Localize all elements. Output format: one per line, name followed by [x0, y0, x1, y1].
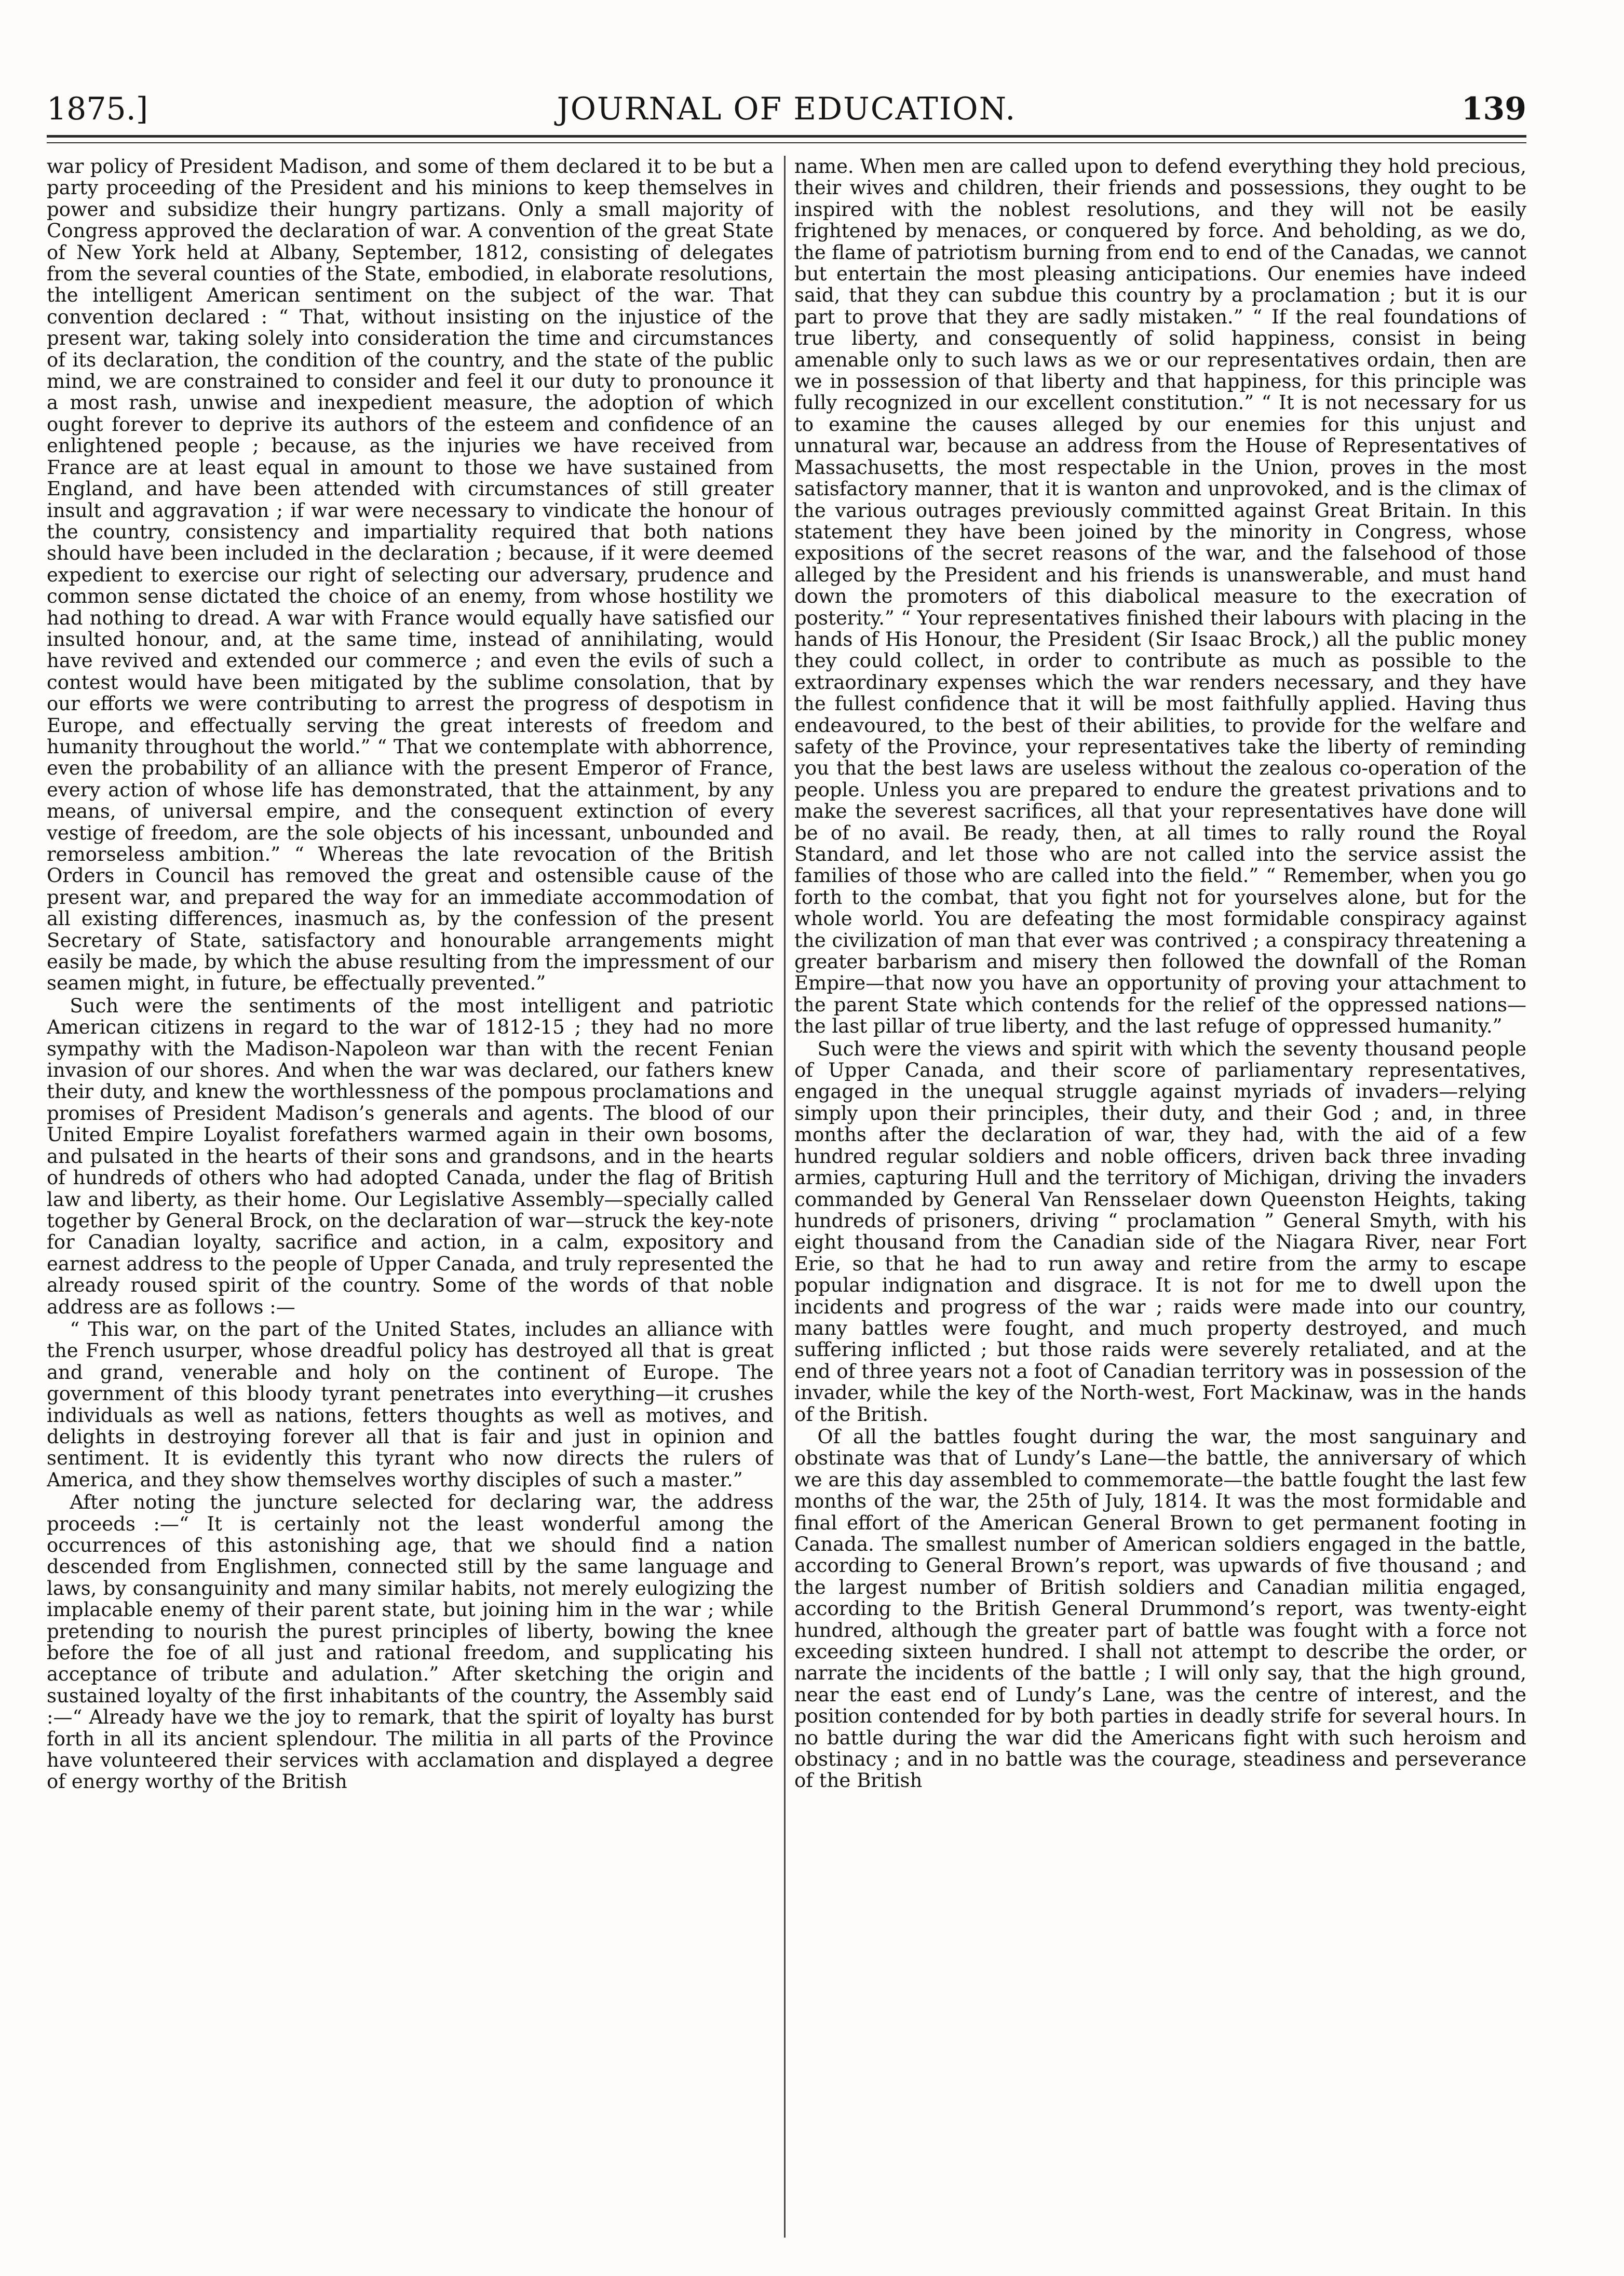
- paragraph: war policy of President Madison, and some of them declared it to be but a party proceeding of the President and his minions to keep themselves in power and subsidize their hungry partizans. Only a small majority of Congress approved the declaration of war. A convention of the great State of New York held at Albany, September, 1812, consisting of delegates from the several counties of the State, embodied, in elaborate resolutions, the intelligent American sentiment on the subject of the war. That convention declared : “ That, without insisting on the injustice of the present war, taking solely into consideration the time and circumstances of its declaration, the condition of the country, and the state of the public mind, we are constrained to consider and feel it our duty to pronounce it a most rash, unwise and inexpedient measure, the adoption of which ought forever to deprive its authors of the esteem and confidence of an enlightened people ; because, as the injuries we have received from France are at least equal in amount to those we have sustained from England, and have been attended with circumstances of still greater insult and aggravation ; if war were necessary to vindicate the honour of the country, consistency and impartiality required that both nations should have been included in the declaration ; because, if it were deemed expedient to exercise our right of selecting our adversary, prudence and common sense dictated the choice of an enemy, from whose hostility we had nothing to dread. A war with France would equally have satisfied our insulted honour, and, at the same time, instead of annihilating, would have revived and extended our commerce ; and even the evils of such a contest would have been mitigated by the sublime consolation, that by our efforts we were contributing to arrest the progress of despotism in Europe, and effectually serving the great interests of freedom and humanity throughout the world.” “ That we contemplate with abhorrence, even the probability of an alliance with the present Emperor of France, every action of whose life has demonstrated, that the attainment, by any means, of universal empire, and the consequent extinction of every vestige of freedom, are the sole objects of his incessant, unbounded and remorseless ambition.” “ Whereas the late revocation of the British Orders in Council has removed the great and ostensible cause of the present war, and prepared the way for an immediate accommodation of all existing differences, inasmuch as, by the confession of the present Secretary of State, satisfactory and honourable arrangements might easily be made, by which the abuse resulting from the impressment of our seamen might, in future, be effectually prevented.”: [47, 156, 774, 995]
- paragraph: “ This war, on the part of the United States, includes an alliance with the French usurper, whose dreadful policy has destroyed all that is great and grand, venerable and holy on the continent of Europe. The government of this bloody tyrant penetrates into everything—it crushes individuals as well as nations, fetters thoughts as well as motives, and delights in destroying forever all that is fair and just in opinion and sentiment. It is evidently this tyrant who now directs the rulers of America, and they show themselves worthy disciples of such a master.”: [47, 1318, 774, 1491]
- header-rule-thin: [47, 142, 1526, 143]
- paragraph: Such were the sentiments of the most intelligent and patriotic American citizens in regard to the war of 1812-15 ; they had no more sympathy with the Madison-Napoleon war than with the recent Fenian invasion of our shores. And when the war was declared, our fathers knew their duty, and knew the worthlessness of the pompous proclamations and promises of President Madison’s generals and agents. The blood of our United Empire Loyalist forefathers warmed again in their own bosoms, and pulsated in the hearts of their sons and grandsons, and in the hearts of hundreds of others who had adopted Canada, under the flag of British law and liberty, as their home. Our Legislative Assembly—specially called together by General Brock, on the declaration of war—struck the key-note for Canadian loyalty, sacrifice and action, in a calm, expository and earnest address to the people of Upper Canada, and truly represented the already roused spirit of the country. Some of the words of that noble address are as follows :—: [47, 994, 774, 1318]
- journal-title: JOURNAL OF EDUCATION.: [557, 91, 1017, 127]
- header-year: 1875.]: [47, 91, 148, 127]
- running-header: [47, 83, 1526, 135]
- paragraph: name. When men are called upon to defend everything they hold precious, their wives and children, their friends and possessions, they ought to be inspired with the noblest resolutions, and they will not be easily frightened by menaces, or conquered by force. And beholding, as we do, the flame of patriotism burning from end to end of the Canadas, we cannot but entertain the most pleasing anticipations. Our enemies have indeed said, that they can subdue this country by a proclamation ; but it is our part to prove that they are sadly mistaken.” “ If the real foundations of true liberty, and consequently of solid happiness, consist in being amenable only to such laws as we or our representatives ordain, then are we in possession of that liberty and that happiness, for this principle was fully recognized in our excellent constitution.” “ It is not necessary for us to examine the causes alleged by our enemies for this unjust and unnatural war, because an address from the House of Representatives of Massachusetts, the most respectable in the Union, proves in the most satisfactory manner, that it is wanton and unprovoked, and is the climax of the various outrages previously committed against Great Britain. In this statement they have been joined by the minority in Congress, whose expositions of the secret reasons of the war, and the falsehood of those alleged by the President and his friends is unanswerable, and must hand down the promoters of this diabolical measure to the execration of posterity.” “ Your representatives finished their labours with placing in the hands of His Honour, the President (Sir Isaac Brock,) all the public money they could collect, in order to contribute as much as possible to the extraordinary expenses which the war renders necessary, and they have the fullest confidence that it will be most faithfully applied. Having thus endeavoured, to the best of their abilities, to provide for the welfare and safety of the Province, your representatives take the liberty of reminding you that the best laws are useless without the zealous co-operation of the people. Unless you are prepared to endure the greatest privations and to make the severest sacrifices, all that your representatives have done will be of no avail. Be ready, then, at all times to rally round the Royal Standard, and let those who are not called into the service assist the families of those who are called into the field.” “ Remember, when you go forth to the combat, that you fight not for yourselves alone, but for the whole world. You are defeating the most formidable conspiracy against the civilization of man that ever was contrived ; a conspiracy threatening a greater barbarism and misery then followed the downfall of the Roman Empire—that now you have an opportunity of proving your attachment to the parent State which contends for the relief of the oppressed nations—the last pillar of true liberty, and the last refuge of oppressed humanity.”: [794, 156, 1526, 1038]
- header-rule-thick: [47, 135, 1526, 138]
- paragraph: Of all the battles fought during the war, the most sanguinary and obstinate was that of Lundy’s Lane—the battle, the anniversary of which we are this day assembled to commemorate—the battle fought the last few months of the war, the 25th of July, 1814. It was the most formidable and final effort of the American General Brown to get permanent footing in Canada. The smallest number of American soldiers engaged in the battle, according to General Brown’s report, was upwards of five thousand ; and the largest number of British soldiers and Canadian militia engaged, according to the British General Drummond’s report, was twenty-eight hundred, although the greater part of battle was fought with a force not exceeding sixteen hundred. I shall not attempt to describe the order, or narrate the incidents of the battle ; I will only say, that the high ground, near the east end of Lundy’s Lane, was the centre of interest, and the position contended for by both parties in deadly strife for several hours. In no battle during the war did the Americans fight with such heroism and obstinacy ; and in no battle was the courage, steadiness and perseverance of the British: [794, 1425, 1526, 1792]
- paragraph: Such were the views and spirit with which the seventy thousand people of Upper Canada, and their score of parliamentary representatives, engaged in the unequal struggle against myriads of invaders—relying simply upon their principles, their duty, and their God ; and, in three months after the declaration of war, they had, with the aid of a few hundred regular soldiers and noble officers, driven back three invading armies, capturing Hull and the territory of Michigan, driving the invaders commanded by General Van Rensselaer down Queenston Heights, taking hundreds of prisoners, driving “ proclamation ” General Smyth, with his eight thousand from the Canadian side of the Niagara River, near Fort Erie, so that he had to run away and retire from the army to escape popular indignation and disgrace. It is not for me to dwell upon the incidents and progress of the war ; raids were made into our country, many battles were fought, and much property destroyed, and much suffering inflicted ; but those raids were severely retaliated, and at the end of three years not a foot of Canadian territory was in possession of the invader, while the key of the North-west, Fort Mackinaw, was in the hands of the British.: [794, 1037, 1526, 1426]
- page-number: 139: [1461, 91, 1526, 127]
- paragraph: After noting the juncture selected for declaring war, the address proceeds :—“ It is certainly not the least wonderful among the occurrences of this astonishing age, that we should find a nation descended from Englishmen, connected still by the same language and laws, by consanguinity and many similar habits, not merely eulogizing the implacable enemy of their parent state, but joining him in the war ; while pretending to nourish the purest principles of liberty, bowing the knee before the foe of all just and rational freedom, and supplicating his acceptance of tribute and adulation.” After sketching the origin and sustained loyalty of the first inhabitants of the country, the Assembly said :—“ Already have we the joy to remark, that the spirit of loyalty has burst forth in all its ancient splendour. The militia in all parts of the Province have volunteered their services with acclamation and displayed a degree of energy worthy of the British: [47, 1491, 774, 1793]
- right-column: [794, 156, 1526, 2232]
- left-column: [47, 156, 774, 2232]
- column-divider: [784, 156, 786, 2238]
